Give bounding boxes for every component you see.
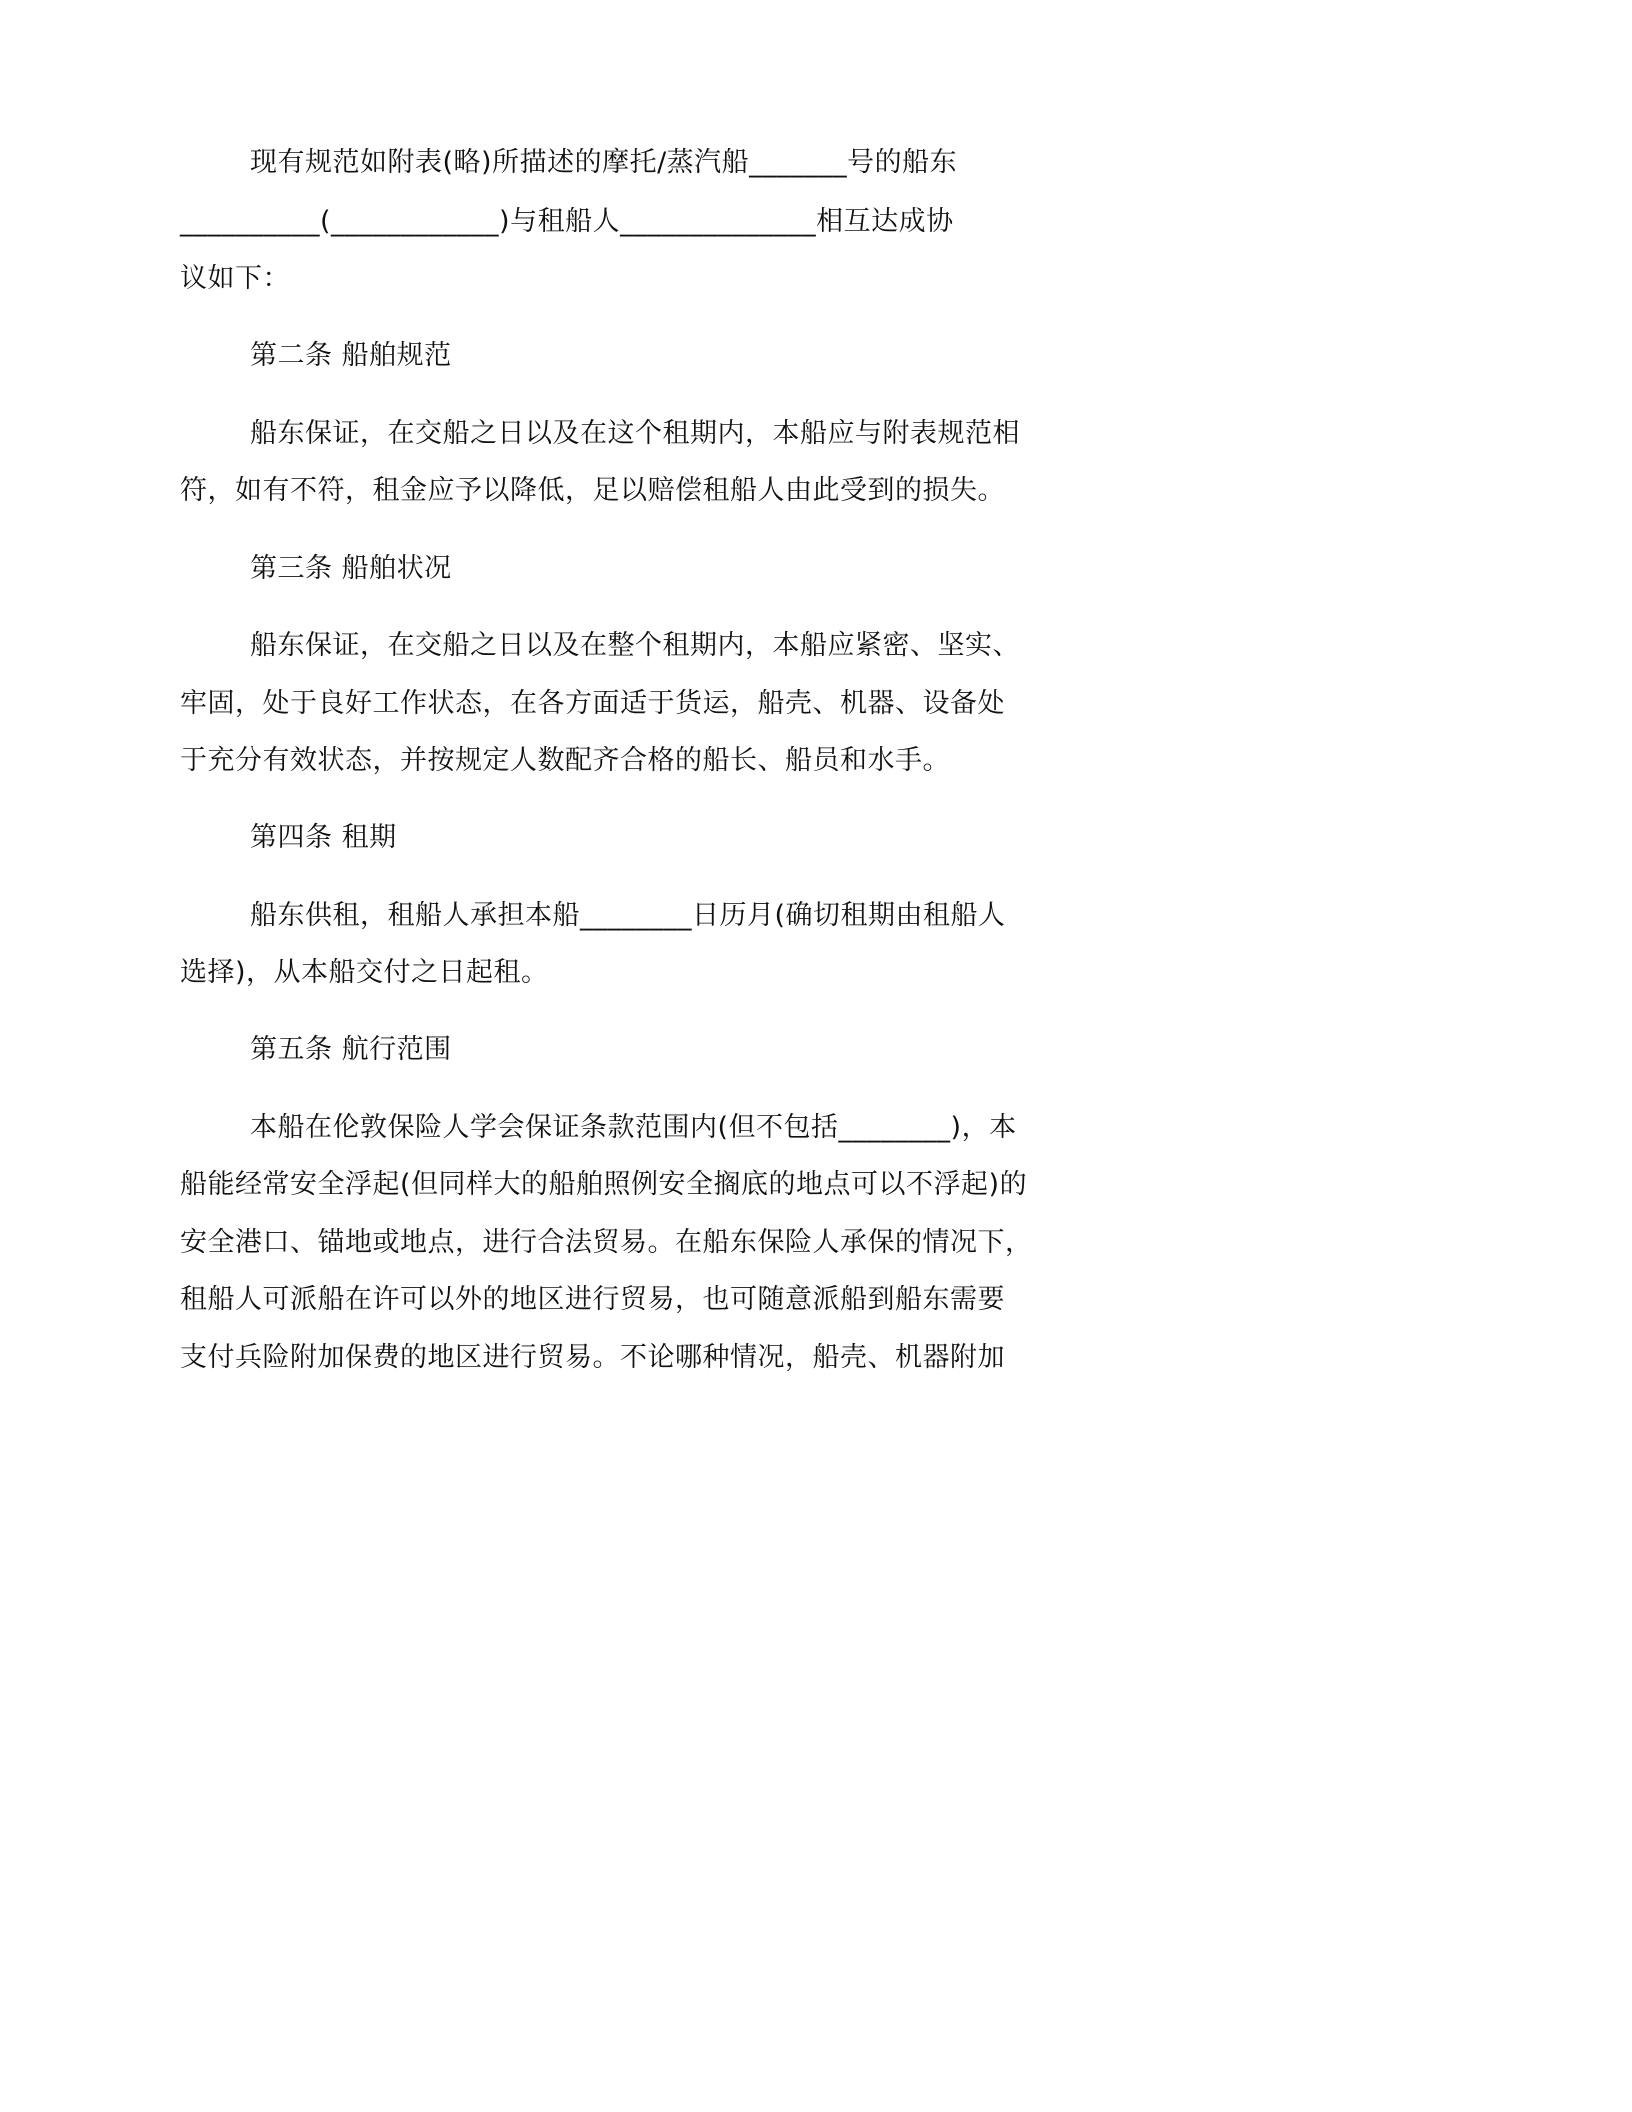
text-line: 船东保证，在交船之日以及在这个租期内，本船应与附表规范相 — [250, 418, 1020, 449]
text-line: 支付兵险附加保费的地区进行贸易。不论哪种情况，船壳、机器附加 — [180, 1342, 1005, 1373]
text-line: 于充分有效状态，并按规定人数配齐合格的船长、船员和水手。 — [180, 745, 950, 776]
text-line: 船能经常安全浮起(但同样大的船舶照例安全搁底的地点可以不浮起)的 — [180, 1169, 1028, 1200]
text-line: 船东保证，在交船之日以及在整个租期内，本船应紧密、坚实、 — [250, 630, 1020, 661]
text-line: 船东供租，租船人承担本船________日历月(确切租期由租船人 — [250, 900, 1006, 931]
text-line: 牢固，处于良好工作状态，在各方面适于货运，船壳、机器、设备处 — [180, 688, 1005, 719]
text-line: 租船人可派船在许可以外的地区进行贸易，也可随意派船到船东需要 — [180, 1284, 1005, 1315]
text-line: 本船在伦敦保险人学会保证条款范围内(但不包括________)，本 — [250, 1112, 1017, 1143]
text-line: 议如下： — [180, 263, 290, 294]
article-heading: 第五条 航行范围 — [250, 1034, 452, 1065]
text-line: 选择)，从本船交付之日起租。 — [180, 957, 549, 988]
article-heading: 第二条 船舶规范 — [250, 340, 452, 371]
text-line: 安全港口、锚地或地点，进行合法贸易。在船东保险人承保的情况下， — [180, 1227, 1033, 1258]
text-line: __________(____________)与租船人______________相互达成协 — [180, 206, 954, 237]
text-line: 现有规范如附表(略)所描述的摩托/蒸汽船_______号的船东 — [250, 147, 958, 178]
article-heading: 第四条 租期 — [250, 822, 397, 853]
text-line: 符，如有不符，租金应予以降低，足以赔偿租船人由此受到的损失。 — [180, 475, 1005, 506]
article-heading: 第三条 船舶状况 — [250, 553, 452, 584]
